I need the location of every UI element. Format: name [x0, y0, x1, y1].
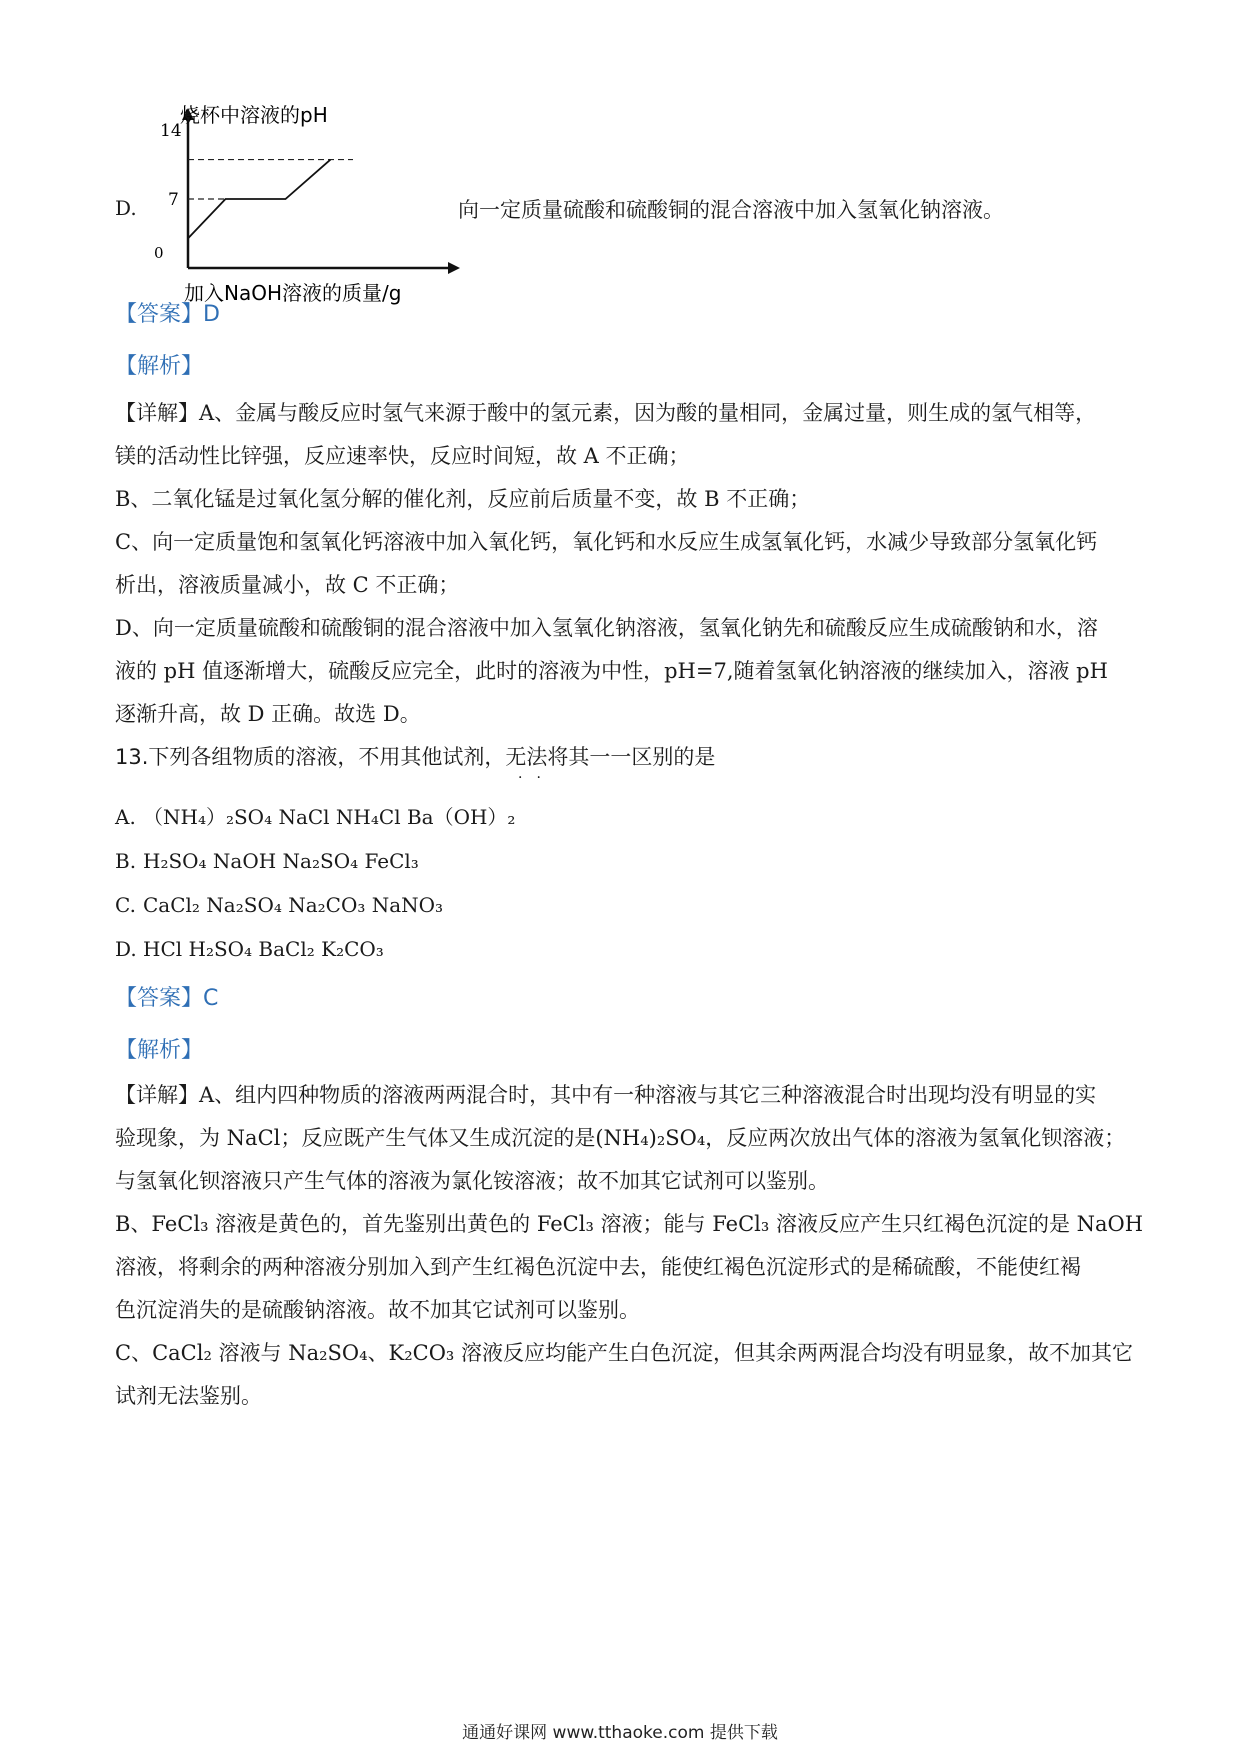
answer-tag: 【答案】	[115, 302, 204, 327]
option-d-text: 向一定质量硫酸和硫酸铜的混合溶液中加入氢氧化钠溶液。	[458, 198, 1004, 222]
q13-detail-line-6	[115, 1295, 640, 1325]
q13-detail-line-2	[115, 1123, 1125, 1153]
answer-tag: 【答案】	[115, 986, 204, 1011]
q13-detail-line-5	[115, 1252, 1081, 1282]
q13-text: 试剂无法鉴别。	[115, 1384, 262, 1408]
q12-detail-line-2	[115, 441, 690, 471]
q13-text: 验现象，为 NaCl；反应既产生气体又生成沉淀的是(NH₄)₂SO₄，反应两次放出气体的溶液为氢氧化钡溶液；	[115, 1126, 1126, 1150]
reference-lines	[188, 160, 353, 199]
q12-text: 析出，溶液质量减小，故 C 不正确；	[115, 573, 460, 597]
q13-stem-text: 下列各组物质的溶液，不用其他试剂，无法将其一一区别的是	[148, 745, 716, 769]
option-label: D.	[115, 937, 137, 961]
q12-analysis-tag	[115, 352, 203, 382]
option-d-label: D.	[115, 196, 137, 220]
x-axis-arrow	[448, 262, 460, 274]
q12-text: 镁的活动性比锌强，反应速率快，反应时间短，故 A 不正确；	[115, 444, 690, 468]
y-tick-label-7: 7	[168, 190, 179, 210]
ph-chart	[154, 103, 470, 308]
option-label: A.	[115, 805, 136, 829]
option-text: CaCl₂ Na₂SO₄ Na₂CO₃ NaNO₃	[143, 893, 444, 917]
q12-text: 逐渐升高，故 D 正确。故选 D。	[115, 702, 421, 726]
q12-detail-line-4	[115, 527, 1097, 557]
x-axis-label: 加入NaOH溶液的质量/g	[184, 281, 402, 305]
q12-text: D、向一定质量硫酸和硫酸铜的混合溶液中加入氢氧化钠溶液，氢氧化钠先和硫酸反应生成硫酸钠和水，溶	[115, 616, 1098, 640]
option-label: C.	[115, 893, 136, 917]
q13-option-a[interactable]	[115, 802, 515, 832]
q13-text: 与氢氧化钡溶液只产生气体的溶液为氯化铵溶液；故不加其它试剂可以鉴别。	[115, 1169, 829, 1193]
q12-text: A、金属与酸反应时氢气来源于酸中的氢元素，因为酸的量相同，金属过量，则生成的氢气相等，	[199, 401, 1097, 425]
emphasis-dots: ··	[518, 770, 555, 786]
option-text: （NH₄）₂SO₄ NaCl NH₄Cl Ba（OH）₂	[143, 805, 516, 829]
q13-answer: C	[203, 986, 219, 1011]
y-axis-label: 烧杯中溶液的pH	[180, 103, 328, 127]
q13-text: A、组内四种物质的溶液两两混合时，其中有一种溶液与其它三种溶液混合时出现均没有明显的实	[199, 1083, 1097, 1107]
option-text: HCl H₂SO₄ BaCl₂ K₂CO₃	[143, 937, 384, 961]
q13-option-d[interactable]	[115, 934, 384, 964]
page-footer: 通通好课网 www.tthaoke.com 提供下载	[462, 1723, 778, 1743]
q12-detail-line-6	[115, 613, 1098, 643]
q13-option-b[interactable]	[115, 846, 419, 876]
q12-text: C、向一定质量饱和氢氧化钙溶液中加入氧化钙，氧化钙和水反应生成氢氧化钙，水减少导致部分氢氧化钙	[115, 530, 1098, 554]
q13-detail-line-7	[115, 1338, 1133, 1368]
q12-answer: D	[203, 302, 220, 327]
q12-detail-line-7	[115, 656, 1108, 686]
option-text: H₂SO₄ NaOH Na₂SO₄ FeCl₃	[143, 849, 419, 873]
q13-answer-line	[115, 984, 218, 1014]
q13-text: C、CaCl₂ 溶液与 Na₂SO₄、K₂CO₃ 溶液反应均能产生白色沉淀，但其余两两混合均没有明显象，故不加其它	[115, 1341, 1134, 1365]
detail-tag: 【详解】	[115, 401, 199, 425]
q13-text: 色沉淀消失的是硫酸钠溶液。故不加其它试剂可以鉴别。	[115, 1298, 640, 1322]
option-label: B.	[115, 849, 137, 873]
q13-stem	[115, 742, 715, 772]
q12-detail-line-3	[115, 484, 810, 514]
q13-number: 13.	[115, 745, 149, 769]
q13-detail-line-8	[115, 1381, 262, 1411]
q13-option-c[interactable]	[115, 890, 443, 920]
detail-tag: 【详解】	[115, 1083, 199, 1107]
y-tick-label-14: 14	[160, 121, 182, 141]
q13-text: B、FeCl₃ 溶液是黄色的，首先鉴别出黄色的 FeCl₃ 溶液；能与 FeCl₃ 溶液反应产生只红褐色沉淀的是 NaOH	[115, 1212, 1144, 1236]
q12-text: B、二氧化锰是过氧化氢分解的催化剂，反应前后质量不变，故 B 不正确；	[115, 487, 811, 511]
analysis-tag: 【解析】	[115, 354, 204, 379]
analysis-tag: 【解析】	[115, 1038, 204, 1063]
q12-detail-line-1	[115, 398, 1096, 428]
q12-detail-line-8	[115, 699, 421, 729]
origin-label: 0	[154, 244, 164, 262]
q13-analysis-tag	[115, 1036, 203, 1066]
q13-detail-line-1	[115, 1080, 1096, 1110]
q13-detail-line-3	[115, 1166, 829, 1196]
q13-detail-line-4	[115, 1209, 1143, 1239]
q13-text: 溶液，将剩余的两种溶液分别加入到产生红褐色沉淀中去，能使红褐色沉淀形式的是稀硫酸，不能使红褐	[115, 1255, 1081, 1279]
q12-detail-line-5	[115, 570, 459, 600]
q12-answer-line	[115, 300, 220, 330]
q12-text: 液的 pH 值逐渐增大，硫酸反应完全，此时的溶液为中性，pH=7,随着氢氧化钠溶液的继续加入，溶液 pH	[115, 659, 1108, 683]
